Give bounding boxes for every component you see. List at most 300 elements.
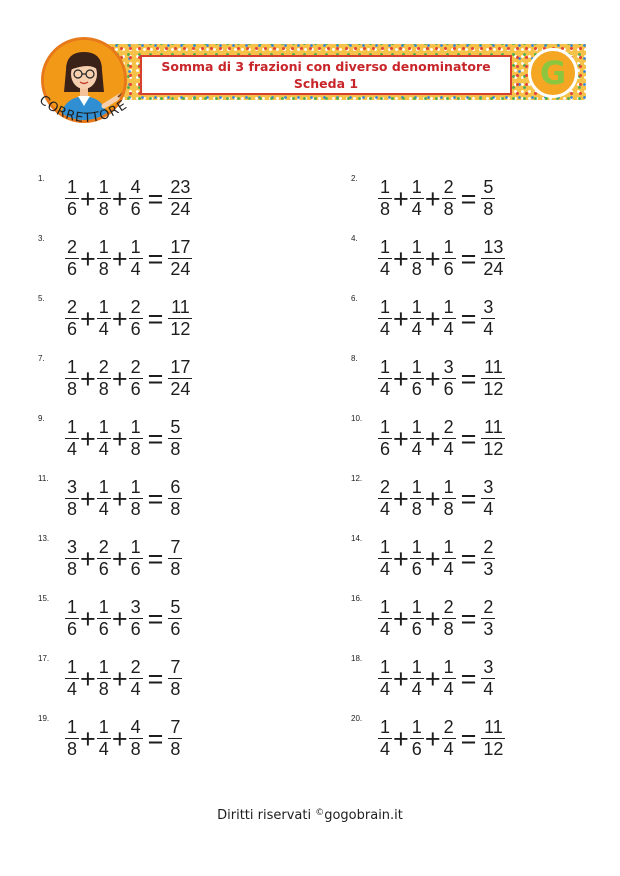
result-fraction — [481, 597, 495, 639]
plus-sign: + — [111, 663, 128, 694]
denominator: 8 — [411, 259, 422, 279]
plus-sign: + — [80, 363, 96, 394]
plus-sign: + — [111, 303, 128, 334]
denominator: 6 — [98, 559, 109, 579]
denominator: 4 — [130, 679, 141, 699]
plus-sign: + — [393, 243, 409, 274]
denominator: 4 — [443, 319, 454, 339]
addend-fraction — [410, 177, 424, 219]
addend-fraction — [442, 477, 456, 519]
addend-fraction — [97, 597, 111, 639]
denominator: 6 — [67, 319, 78, 339]
numerator: 2 — [130, 297, 141, 317]
denominator: 4 — [380, 319, 391, 339]
numerator: 1 — [67, 357, 78, 377]
exercise-number: 19. — [38, 714, 50, 723]
result-fraction — [168, 537, 182, 579]
denominator: 6 — [130, 379, 141, 399]
addend-fraction — [442, 597, 456, 639]
numerator: 2 — [130, 657, 141, 677]
equals-sign: = — [460, 363, 477, 394]
addend-fraction — [378, 477, 392, 519]
addend-fraction — [378, 177, 392, 219]
numerator: 1 — [380, 717, 391, 737]
addend-fraction — [410, 237, 424, 279]
numerator: 5 — [170, 417, 181, 437]
gogobrain-logo — [528, 48, 578, 98]
numerator: 3 — [483, 477, 494, 497]
result-fraction — [481, 357, 505, 399]
numerator: 3 — [483, 297, 494, 317]
exercise-number: 18. — [351, 654, 363, 663]
addend-fraction — [410, 477, 424, 519]
denominator: 8 — [170, 679, 181, 699]
denominator: 6 — [130, 199, 141, 219]
numerator: 2 — [380, 477, 391, 497]
denominator: 6 — [98, 619, 109, 639]
numerator: 1 — [443, 657, 454, 677]
equals-sign: = — [147, 243, 164, 274]
addend-fraction — [129, 177, 143, 219]
addend-fraction — [410, 297, 424, 339]
addend-fraction — [378, 657, 392, 699]
numerator: 7 — [170, 657, 181, 677]
numerator: 4 — [130, 177, 141, 197]
denominator: 8 — [67, 739, 78, 759]
numerator: 17 — [170, 237, 191, 257]
equals-sign: = — [460, 303, 477, 334]
addend-fraction — [65, 657, 79, 699]
equals-sign: = — [460, 243, 477, 274]
equals-sign: = — [460, 423, 477, 454]
numerator: 1 — [411, 297, 422, 317]
numerator: 1 — [380, 597, 391, 617]
numerator: 11 — [484, 417, 503, 437]
denominator: 8 — [411, 499, 422, 519]
denominator: 4 — [67, 439, 78, 459]
numerator: 1 — [98, 177, 109, 197]
numerator: 1 — [411, 597, 422, 617]
numerator: 1 — [380, 177, 391, 197]
equals-sign: = — [460, 183, 477, 214]
denominator: 4 — [483, 499, 494, 519]
numerator: 23 — [170, 177, 191, 197]
result-fraction — [481, 177, 495, 219]
result-fraction — [481, 657, 495, 699]
denominator: 4 — [130, 259, 141, 279]
numerator: 2 — [443, 177, 454, 197]
numerator: 1 — [380, 537, 391, 557]
denominator: 4 — [67, 679, 78, 699]
numerator: 2 — [483, 537, 494, 557]
denominator: 6 — [130, 559, 141, 579]
exercise-number: 6. — [351, 294, 358, 303]
fraction-expression — [378, 354, 505, 402]
fraction-expression — [378, 414, 505, 462]
exercise-number: 4. — [351, 234, 358, 243]
denominator: 6 — [170, 619, 181, 639]
denominator: 8 — [380, 199, 391, 219]
fraction-expression — [65, 294, 192, 342]
equals-sign: = — [147, 483, 164, 514]
fraction-expression — [65, 174, 192, 222]
numerator: 4 — [130, 717, 141, 737]
numerator: 1 — [98, 657, 109, 677]
plus-sign: + — [424, 363, 441, 394]
logo-letter: G — [539, 54, 567, 92]
numerator: 1 — [98, 477, 109, 497]
plus-sign: + — [424, 603, 441, 634]
result-fraction — [481, 237, 505, 279]
plus-sign: + — [111, 423, 128, 454]
fraction-expression — [65, 414, 182, 462]
denominator: 4 — [98, 319, 109, 339]
numerator: 1 — [380, 357, 391, 377]
numerator: 3 — [67, 537, 78, 557]
denominator: 4 — [443, 439, 454, 459]
numerator: 11 — [484, 357, 503, 377]
equals-sign: = — [460, 483, 477, 514]
svg-text:CORRETTORE — [36, 93, 131, 126]
numerator: 1 — [380, 417, 391, 437]
addend-fraction — [97, 297, 111, 339]
fraction-expression — [65, 534, 182, 582]
numerator: 2 — [443, 717, 454, 737]
plus-sign: + — [111, 363, 128, 394]
equals-sign: = — [147, 663, 164, 694]
numerator: 1 — [443, 537, 454, 557]
plus-sign: + — [393, 603, 409, 634]
exercise-number: 16. — [351, 594, 363, 603]
denominator: 6 — [67, 199, 78, 219]
denominator: 8 — [130, 439, 141, 459]
plus-sign: + — [80, 483, 96, 514]
numerator: 2 — [443, 417, 454, 437]
plus-sign: + — [393, 423, 409, 454]
plus-sign: + — [424, 423, 441, 454]
numerator: 1 — [130, 237, 141, 257]
result-fraction — [168, 357, 192, 399]
addend-fraction — [65, 237, 79, 279]
denominator: 4 — [411, 319, 422, 339]
plus-sign: + — [393, 363, 409, 394]
fraction-expression — [65, 234, 192, 282]
numerator: 2 — [130, 357, 141, 377]
numerator: 1 — [411, 357, 422, 377]
numerator: 1 — [98, 717, 109, 737]
result-fraction — [168, 597, 182, 639]
addend-fraction — [97, 657, 111, 699]
denominator: 8 — [98, 379, 109, 399]
addend-fraction — [378, 357, 392, 399]
denominator: 6 — [411, 619, 422, 639]
denominator: 8 — [483, 199, 494, 219]
addend-fraction — [378, 537, 392, 579]
numerator: 1 — [380, 657, 391, 677]
fraction-expression — [378, 534, 495, 582]
plus-sign: + — [393, 723, 409, 754]
addend-fraction — [442, 237, 456, 279]
numerator: 2 — [98, 537, 109, 557]
plus-sign: + — [424, 183, 441, 214]
numerator: 1 — [98, 237, 109, 257]
denominator: 8 — [98, 199, 109, 219]
denominator: 6 — [411, 739, 422, 759]
addend-fraction — [442, 657, 456, 699]
denominator: 8 — [67, 499, 78, 519]
denominator: 24 — [170, 379, 191, 399]
addend-fraction — [442, 717, 456, 759]
addend-fraction — [65, 477, 79, 519]
exercise-number: 9. — [38, 414, 45, 423]
numerator: 7 — [170, 537, 181, 557]
denominator: 4 — [411, 679, 422, 699]
exercise-number: 13. — [38, 534, 50, 543]
addend-fraction — [129, 717, 143, 759]
equals-sign: = — [147, 363, 164, 394]
numerator: 2 — [443, 597, 454, 617]
result-fraction — [168, 237, 192, 279]
exercise-number: 20. — [351, 714, 363, 723]
plus-sign: + — [80, 723, 96, 754]
exercise-number: 7. — [38, 354, 45, 363]
numerator: 1 — [411, 237, 422, 257]
fraction-expression — [65, 354, 192, 402]
addend-fraction — [442, 297, 456, 339]
plus-sign: + — [80, 303, 96, 334]
equals-sign: = — [147, 423, 164, 454]
numerator: 1 — [411, 537, 422, 557]
addend-fraction — [129, 597, 143, 639]
addend-fraction — [129, 417, 143, 459]
numerator: 1 — [98, 297, 109, 317]
plus-sign: + — [80, 243, 96, 274]
denominator: 4 — [380, 559, 391, 579]
denominator: 4 — [380, 679, 391, 699]
exercise-number: 8. — [351, 354, 358, 363]
denominator: 4 — [98, 499, 109, 519]
numerator: 3 — [130, 597, 141, 617]
denominator: 4 — [98, 739, 109, 759]
addend-fraction — [65, 597, 79, 639]
plus-sign: + — [111, 543, 128, 574]
plus-sign: + — [424, 483, 441, 514]
denominator: 3 — [483, 559, 494, 579]
fraction-expression — [378, 174, 495, 222]
numerator: 1 — [98, 417, 109, 437]
exercise-number: 17. — [38, 654, 50, 663]
denominator: 4 — [443, 559, 454, 579]
numerator: 3 — [443, 357, 454, 377]
equals-sign: = — [460, 543, 477, 574]
denominator: 4 — [443, 739, 454, 759]
denominator: 24 — [170, 259, 191, 279]
numerator: 1 — [411, 177, 422, 197]
exercise-number: 10. — [351, 414, 363, 423]
result-fraction — [168, 477, 182, 519]
denominator: 4 — [483, 319, 494, 339]
numerator: 1 — [443, 297, 454, 317]
plus-sign: + — [393, 183, 409, 214]
fraction-expression — [378, 594, 495, 642]
numerator: 1 — [67, 417, 78, 437]
result-fraction — [168, 177, 192, 219]
addend-fraction — [97, 357, 111, 399]
addend-fraction — [378, 717, 392, 759]
exercise-number: 14. — [351, 534, 363, 543]
denominator: 4 — [411, 439, 422, 459]
addend-fraction — [97, 177, 111, 219]
denominator: 12 — [483, 739, 504, 759]
equals-sign: = — [460, 663, 477, 694]
numerator: 1 — [67, 657, 78, 677]
denominator: 8 — [67, 379, 78, 399]
plus-sign: + — [424, 303, 441, 334]
addend-fraction — [65, 297, 79, 339]
denominator: 8 — [170, 739, 181, 759]
numerator: 3 — [483, 657, 494, 677]
exercise-number: 11. — [38, 474, 49, 483]
numerator: 1 — [98, 597, 109, 617]
numerator: 1 — [443, 237, 454, 257]
addend-fraction — [410, 417, 424, 459]
addend-fraction — [129, 477, 143, 519]
footer-copyright — [0, 808, 620, 823]
plus-sign: + — [424, 243, 441, 274]
addend-fraction — [65, 177, 79, 219]
addend-fraction — [378, 417, 392, 459]
exercise-number: 2. — [351, 174, 358, 183]
denominator: 24 — [483, 259, 504, 279]
plus-sign: + — [111, 183, 128, 214]
equals-sign: = — [147, 723, 164, 754]
addend-fraction — [442, 537, 456, 579]
addend-fraction — [442, 177, 456, 219]
numerator: 1 — [67, 597, 78, 617]
numerator: 5 — [170, 597, 181, 617]
result-fraction — [168, 657, 182, 699]
denominator: 3 — [483, 619, 494, 639]
copyright-symbol: © — [315, 808, 325, 818]
numerator: 1 — [67, 177, 78, 197]
denominator: 6 — [443, 259, 454, 279]
addend-fraction — [129, 657, 143, 699]
numerator: 5 — [483, 177, 494, 197]
exercise-number: 15. — [38, 594, 50, 603]
plus-sign: + — [424, 723, 441, 754]
equals-sign: = — [460, 603, 477, 634]
denominator: 4 — [380, 499, 391, 519]
plus-sign: + — [111, 243, 128, 274]
numerator: 1 — [380, 237, 391, 257]
numerator: 1 — [130, 417, 141, 437]
plus-sign: + — [111, 723, 128, 754]
addend-fraction — [442, 417, 456, 459]
result-fraction — [168, 297, 192, 339]
fraction-expression — [378, 234, 505, 282]
addend-fraction — [65, 717, 79, 759]
worksheet-subtitle: Scheda 1 — [293, 76, 359, 91]
numerator: 2 — [67, 297, 78, 317]
numerator: 3 — [67, 477, 78, 497]
result-fraction — [481, 537, 495, 579]
exercise-number: 5. — [38, 294, 45, 303]
numerator: 1 — [130, 537, 141, 557]
denominator: 4 — [380, 379, 391, 399]
plus-sign: + — [424, 663, 441, 694]
result-fraction — [481, 477, 495, 519]
denominator: 12 — [483, 439, 504, 459]
denominator: 6 — [130, 619, 141, 639]
addend-fraction — [97, 417, 111, 459]
addend-fraction — [129, 297, 143, 339]
denominator: 12 — [170, 319, 191, 339]
addend-fraction — [378, 297, 392, 339]
fraction-expression — [65, 594, 182, 642]
addend-fraction — [65, 417, 79, 459]
plus-sign: + — [80, 423, 96, 454]
denominator: 4 — [443, 679, 454, 699]
denominator: 8 — [443, 199, 454, 219]
plus-sign: + — [393, 543, 409, 574]
equals-sign: = — [460, 723, 477, 754]
exercise-number: 3. — [38, 234, 45, 243]
denominator: 8 — [98, 259, 109, 279]
plus-sign: + — [393, 303, 409, 334]
denominator: 8 — [170, 559, 181, 579]
denominator: 6 — [443, 379, 454, 399]
fraction-expression — [378, 474, 495, 522]
correttore-arc-label — [28, 92, 144, 139]
plus-sign: + — [393, 663, 409, 694]
numerator: 1 — [411, 417, 422, 437]
denominator: 6 — [67, 619, 78, 639]
numerator: 13 — [483, 237, 504, 257]
addend-fraction — [97, 537, 111, 579]
equals-sign: = — [147, 603, 164, 634]
addend-fraction — [65, 357, 79, 399]
worksheet-title: Somma di 3 frazioni con diverso denominatore — [161, 59, 491, 74]
plus-sign: + — [80, 663, 96, 694]
addend-fraction — [410, 357, 424, 399]
result-fraction — [481, 297, 495, 339]
denominator: 6 — [67, 259, 78, 279]
numerator: 1 — [130, 477, 141, 497]
denominator: 6 — [411, 379, 422, 399]
numerator: 1 — [67, 717, 78, 737]
plus-sign: + — [80, 543, 96, 574]
result-fraction — [168, 417, 182, 459]
denominator: 8 — [170, 499, 181, 519]
exercise-number: 1. — [38, 174, 45, 183]
worksheet-title-box — [140, 55, 512, 95]
footer-rights-text: Diritti riservati — [217, 808, 312, 823]
denominator: 8 — [67, 559, 78, 579]
denominator: 8 — [443, 619, 454, 639]
exercise-number: 12. — [351, 474, 363, 483]
fraction-expression — [65, 714, 182, 762]
equals-sign: = — [147, 303, 164, 334]
equals-sign: = — [147, 543, 164, 574]
numerator: 2 — [98, 357, 109, 377]
plus-sign: + — [393, 483, 409, 514]
plus-sign: + — [80, 603, 96, 634]
denominator: 6 — [411, 559, 422, 579]
denominator: 12 — [483, 379, 504, 399]
result-fraction — [168, 717, 182, 759]
equals-sign: = — [147, 183, 164, 214]
numerator: 1 — [380, 297, 391, 317]
